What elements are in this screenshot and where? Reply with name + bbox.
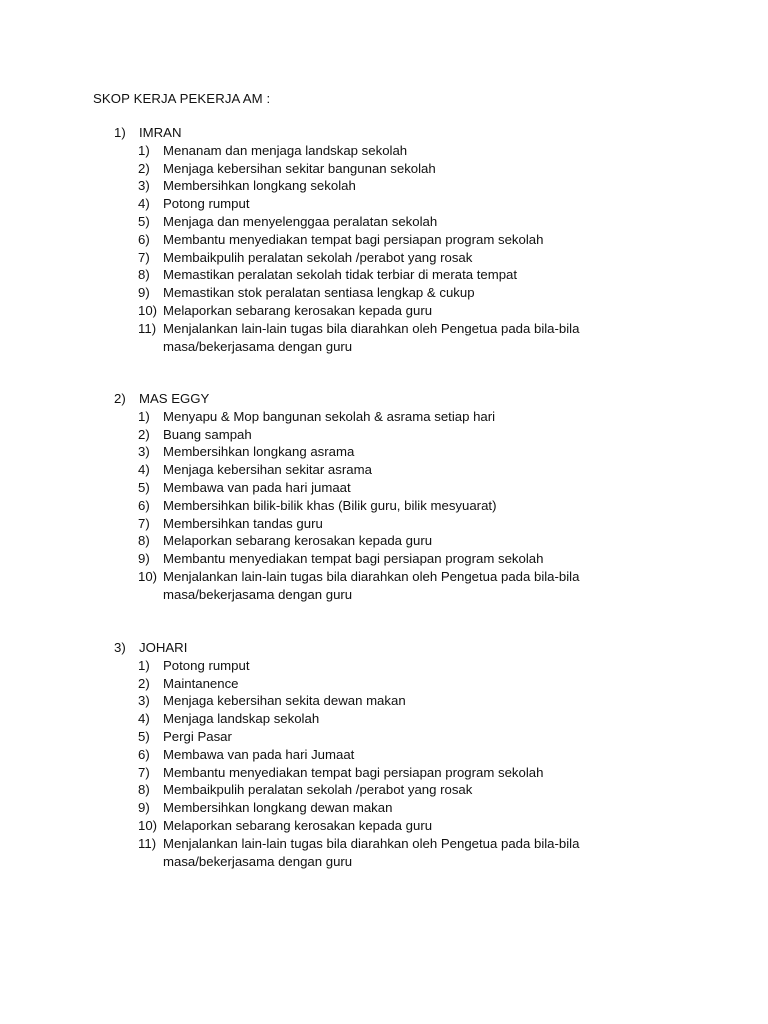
duty-number: 5) bbox=[138, 728, 150, 744]
duty-item bbox=[0, 142, 768, 160]
duty-number: 4) bbox=[138, 711, 150, 727]
duty-item bbox=[0, 479, 768, 497]
duty-number: 3) bbox=[138, 444, 150, 460]
duty-number: 2) bbox=[138, 160, 150, 176]
duty-item bbox=[0, 320, 768, 356]
duty-item bbox=[0, 710, 768, 728]
duty-item bbox=[0, 195, 768, 213]
duty-item bbox=[0, 568, 768, 604]
duty-item bbox=[0, 817, 768, 835]
section-heading bbox=[0, 124, 768, 142]
duty-item bbox=[0, 746, 768, 764]
duty-item bbox=[0, 408, 768, 426]
duty-list bbox=[0, 657, 768, 871]
section-mas-eggy bbox=[0, 390, 768, 604]
duty-number: 2) bbox=[138, 426, 150, 442]
duty-item bbox=[0, 213, 768, 231]
duty-text: Menjaga dan menyelenggaa peralatan sekolah bbox=[163, 213, 438, 229]
duty-number: 8) bbox=[138, 267, 150, 283]
duty-number: 7) bbox=[138, 515, 150, 531]
duty-text: Membantu menyediakan tempat bagi persiapan program sekolah bbox=[163, 764, 544, 780]
duty-number: 10) bbox=[138, 302, 158, 318]
duty-item bbox=[0, 461, 768, 479]
duty-text: Memastikan stok peralatan sentiasa lengkap & cukup bbox=[163, 285, 475, 301]
duty-text: Membawa van pada hari jumaat bbox=[163, 479, 351, 495]
duty-item bbox=[0, 231, 768, 249]
duty-text: Membersihkan bilik-bilik khas (Bilik guru, bilik mesyuarat) bbox=[163, 497, 497, 513]
duty-number: 5) bbox=[138, 213, 150, 229]
section-name: IMRAN bbox=[139, 125, 182, 140]
section-johari bbox=[0, 639, 768, 870]
duty-text: Menjaga kebersihan sekitar bangunan sekolah bbox=[163, 160, 436, 176]
duty-item bbox=[0, 497, 768, 515]
duty-number: 9) bbox=[138, 551, 150, 567]
duty-text: Maintanence bbox=[163, 675, 239, 691]
duty-text: Menjalankan lain-lain tugas bila diarahkan oleh Pengetua pada bila-bila masa/bekerjasama dengan guru bbox=[163, 568, 580, 602]
duty-number: 5) bbox=[138, 479, 150, 495]
duty-number: 8) bbox=[138, 533, 150, 549]
duty-text: Menjalankan lain-lain tugas bila diarahkan oleh Pengetua pada bila-bila masa/bekerjasama dengan guru bbox=[163, 835, 580, 869]
duty-number: 8) bbox=[138, 782, 150, 798]
duty-text: Potong rumput bbox=[163, 657, 250, 673]
duty-item bbox=[0, 692, 768, 710]
duty-text: Buang sampah bbox=[163, 426, 252, 442]
duty-number: 6) bbox=[138, 231, 150, 247]
duty-number: 10) bbox=[138, 568, 158, 584]
duty-list bbox=[0, 408, 768, 604]
duty-text: Menyapu & Mop bangunan sekolah & asrama setiap hari bbox=[163, 408, 496, 424]
duty-number: 1) bbox=[138, 408, 150, 424]
duty-text: Menjaga landskap sekolah bbox=[163, 711, 320, 727]
section-heading bbox=[0, 639, 768, 657]
duty-number: 9) bbox=[138, 800, 150, 816]
duty-number: 1) bbox=[138, 142, 150, 158]
duty-number: 6) bbox=[138, 746, 150, 762]
duty-text: Membaikpulih peralatan sekolah /perabot yang rosak bbox=[163, 782, 473, 798]
duty-list bbox=[0, 142, 768, 356]
duty-item bbox=[0, 249, 768, 267]
duty-text: Membawa van pada hari Jumaat bbox=[163, 746, 355, 762]
duty-text: Menjaga kebersihan sekita dewan makan bbox=[163, 693, 406, 709]
duty-item bbox=[0, 550, 768, 568]
duty-text: Menjalankan lain-lain tugas bila diarahkan oleh Pengetua pada bila-bila masa/bekerjasama dengan guru bbox=[163, 320, 580, 354]
section-number: 2) bbox=[114, 391, 126, 406]
section-number: 3) bbox=[114, 640, 126, 655]
duty-text: Membersihkan tandas guru bbox=[163, 515, 323, 531]
duty-item bbox=[0, 764, 768, 782]
duty-number: 2) bbox=[138, 675, 150, 691]
duty-number: 11) bbox=[138, 835, 157, 851]
duty-text: Membersihkan longkang dewan makan bbox=[163, 800, 393, 816]
duty-item bbox=[0, 426, 768, 444]
duty-number: 9) bbox=[138, 285, 150, 301]
duty-item bbox=[0, 177, 768, 195]
duty-text: Membersihkan longkang sekolah bbox=[163, 178, 356, 194]
duty-item bbox=[0, 302, 768, 320]
duty-text: Melaporkan sebarang kerosakan kepada guru bbox=[163, 533, 433, 549]
section-number: 1) bbox=[114, 125, 126, 140]
duty-item bbox=[0, 657, 768, 675]
duty-text: Membantu menyediakan tempat bagi persiapan program sekolah bbox=[163, 231, 544, 247]
duty-number: 6) bbox=[138, 497, 150, 513]
document-title: SKOP KERJA PEKERJA AM : bbox=[93, 91, 271, 106]
duty-item bbox=[0, 835, 768, 871]
duty-number: 10) bbox=[138, 817, 158, 833]
duty-number: 7) bbox=[138, 249, 150, 265]
duty-text: Membaikpulih peralatan sekolah /perabot yang rosak bbox=[163, 249, 473, 265]
duty-text: Membersihkan longkang asrama bbox=[163, 444, 355, 460]
duty-item bbox=[0, 443, 768, 461]
duty-item bbox=[0, 266, 768, 284]
duty-text: Membantu menyediakan tempat bagi persiapan program sekolah bbox=[163, 551, 544, 567]
duty-number: 4) bbox=[138, 196, 150, 212]
duty-item bbox=[0, 515, 768, 533]
duty-text: Memastikan peralatan sekolah tidak terbiar di merata tempat bbox=[163, 267, 518, 283]
duty-text: Menanam dan menjaga landskap sekolah bbox=[163, 142, 408, 158]
duty-item bbox=[0, 781, 768, 799]
duty-number: 4) bbox=[138, 462, 150, 478]
duty-text: Pergi Pasar bbox=[163, 728, 232, 744]
duty-number: 3) bbox=[138, 178, 150, 194]
duty-text: Melaporkan sebarang kerosakan kepada guru bbox=[163, 817, 433, 833]
duty-text: Potong rumput bbox=[163, 196, 250, 212]
duty-item bbox=[0, 799, 768, 817]
duty-item bbox=[0, 675, 768, 693]
duty-number: 3) bbox=[138, 693, 150, 709]
duty-item bbox=[0, 160, 768, 178]
duty-number: 11) bbox=[138, 320, 157, 336]
duty-number: 1) bbox=[138, 657, 150, 673]
section-name: JOHARI bbox=[139, 640, 188, 655]
section-name: MAS EGGY bbox=[139, 391, 210, 406]
duty-text: Melaporkan sebarang kerosakan kepada guru bbox=[163, 302, 433, 318]
duty-item bbox=[0, 532, 768, 550]
section-imran bbox=[0, 124, 768, 355]
section-heading bbox=[0, 390, 768, 408]
duty-number: 7) bbox=[138, 764, 150, 780]
duty-text: Menjaga kebersihan sekitar asrama bbox=[163, 462, 372, 478]
duty-item bbox=[0, 284, 768, 302]
duty-item bbox=[0, 728, 768, 746]
